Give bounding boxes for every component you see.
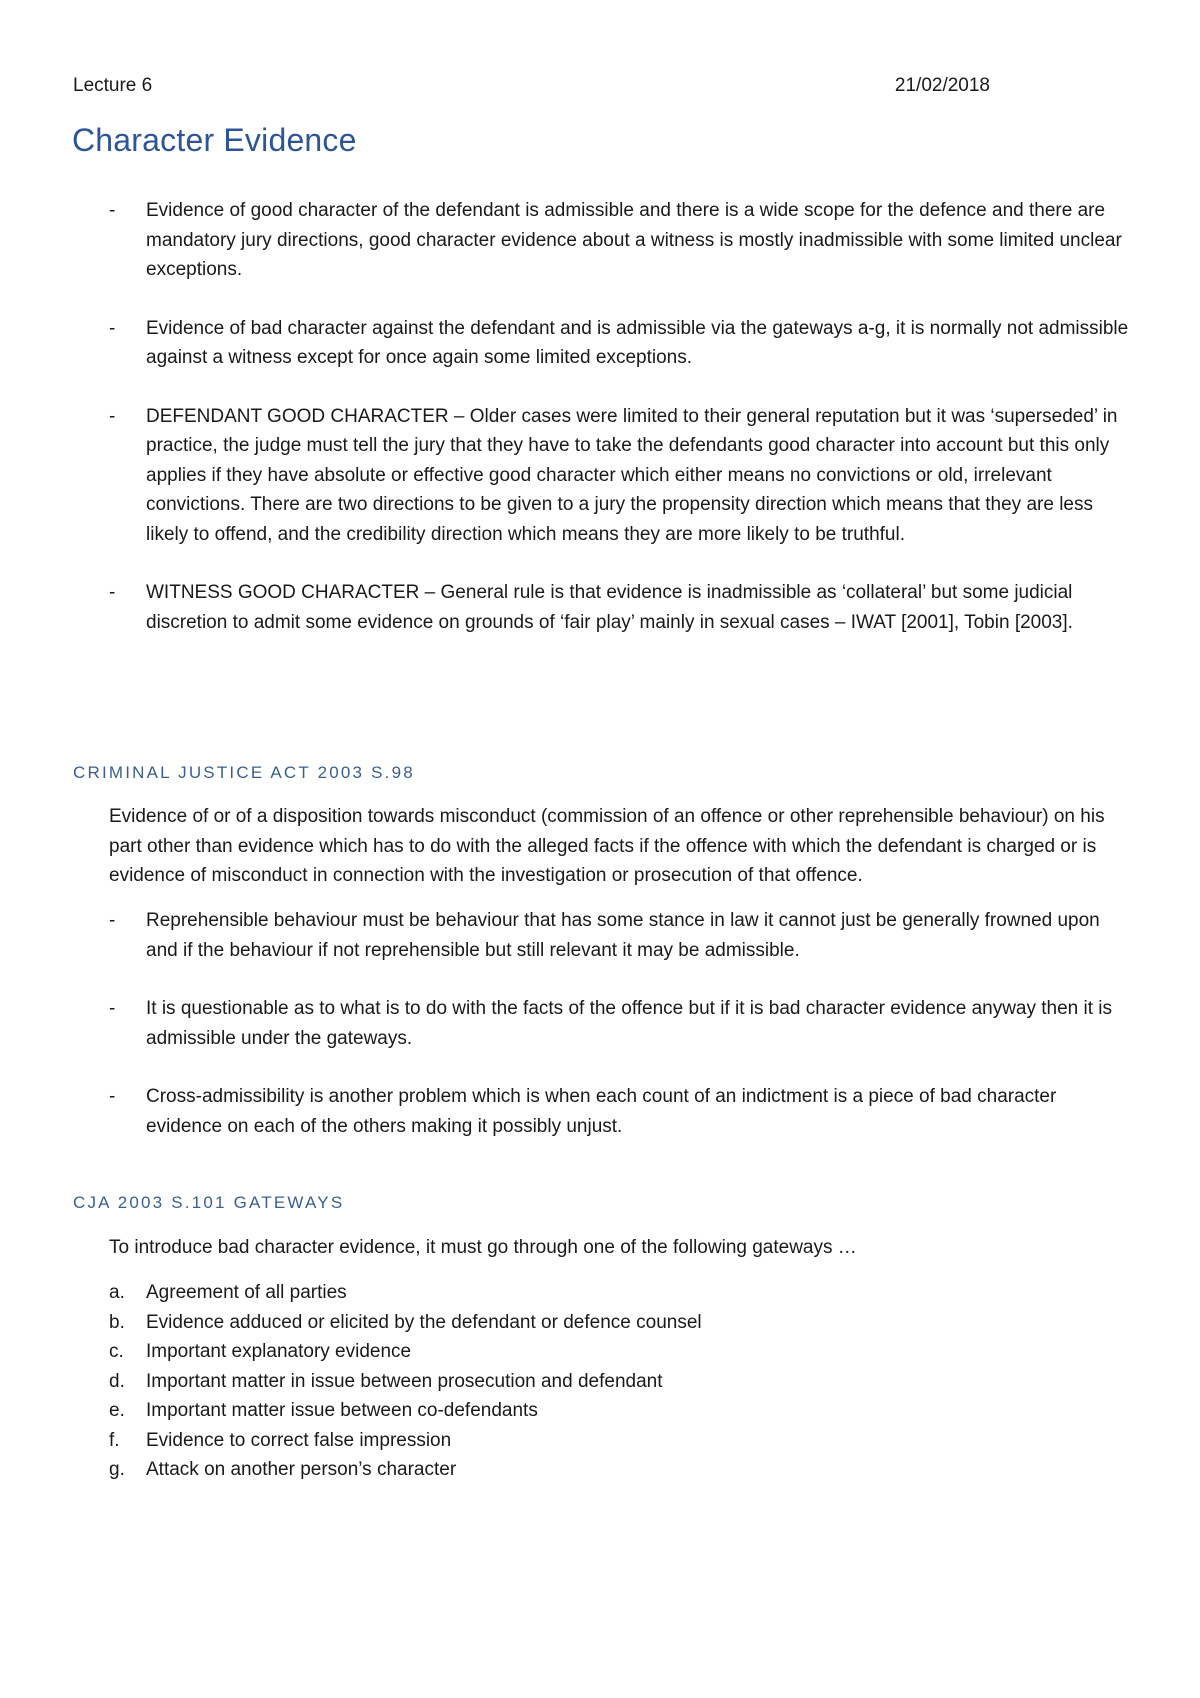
bullet-dash: - bbox=[109, 582, 116, 603]
list-item bbox=[73, 1426, 1133, 1456]
list-item bbox=[73, 1396, 1133, 1426]
list-item-letter: e. bbox=[109, 1400, 125, 1421]
bullet-dash: - bbox=[109, 317, 116, 339]
bullet-dash: - bbox=[109, 200, 116, 221]
list-item-letter: c. bbox=[109, 1341, 124, 1362]
list-item-text: Agreement of all parties bbox=[146, 1282, 347, 1303]
section-heading-gateways: CJA 2003 S.101 GATEWAYS bbox=[73, 1193, 345, 1212]
list-item-text: Important matter issue between co-defendants bbox=[146, 1400, 538, 1421]
list-item-text: Attack on another person’s character bbox=[146, 1459, 457, 1480]
section-heading-cja-s98: CRIMINAL JUSTICE ACT 2003 S.98 bbox=[73, 763, 415, 782]
list-item-text: Cross-admissibility is another problem which is when each count of an indictment is a piece of bad character evidence on each of the others making it possibly unjust. bbox=[146, 1086, 1057, 1137]
list-item bbox=[73, 1337, 1133, 1367]
lecture-date: 21/02/2018 bbox=[894, 75, 990, 96]
list-item bbox=[73, 314, 1133, 373]
list-item-text: WITNESS GOOD CHARACTER – General rule is that evidence is inadmissible as ‘collateral’ but some judicial discretion to admit some evidence on grounds of ‘fair play’ mainly in sexual cases – IWAT [2001], Tobin [2003]. bbox=[146, 582, 1073, 633]
list-item-text: Evidence to correct false impression bbox=[146, 1429, 452, 1451]
gateways-list bbox=[73, 1278, 1133, 1485]
document-title: Character Evidence bbox=[72, 122, 357, 158]
list-item-letter: f. bbox=[109, 1429, 120, 1451]
list-item bbox=[73, 196, 1133, 285]
list-item bbox=[73, 1082, 1133, 1141]
lecture-label: Lecture 6 bbox=[73, 75, 153, 96]
list-item-text: It is questionable as to what is to do with the facts of the offence but if it is bad character evidence anyway then it is admissible under the gateways. bbox=[146, 998, 1113, 1049]
list-item-letter: d. bbox=[109, 1370, 125, 1392]
list-item bbox=[73, 1308, 1133, 1338]
gateways-intro-paragraph: To introduce bad character evidence, it must go through one of the following gateways … bbox=[109, 1237, 857, 1258]
list-item-text: Important matter in issue between prosecution and defendant bbox=[146, 1370, 663, 1392]
list-item-text: Reprehensible behaviour must be behaviour that has some stance in law it cannot just be generally frowned upon and if the behaviour if not reprehensible but still relevant it may be admissible. bbox=[146, 910, 1100, 961]
bullet-dash: - bbox=[109, 405, 116, 427]
list-item bbox=[73, 906, 1133, 965]
bullet-dash: - bbox=[109, 1086, 116, 1107]
page-header bbox=[73, 74, 990, 98]
list-item-text: Evidence adduced or elicited by the defendant or defence counsel bbox=[146, 1311, 702, 1333]
intro-bullet-list bbox=[73, 196, 1133, 666]
list-item-text: Evidence of good character of the defendant is admissible and there is a wide scope for the defence and there are mandatory jury directions, good character evidence about a witness is mostly inadmissible with some limited unclear exceptions. bbox=[146, 200, 1122, 280]
list-item bbox=[73, 1278, 1133, 1308]
bullet-dash: - bbox=[109, 998, 116, 1019]
list-item-text: Important explanatory evidence bbox=[146, 1341, 412, 1362]
list-item bbox=[73, 994, 1133, 1053]
list-item bbox=[73, 578, 1133, 637]
list-item bbox=[73, 1455, 1133, 1485]
list-item-letter: g. bbox=[109, 1459, 125, 1480]
list-item-text: DEFENDANT GOOD CHARACTER – Older cases were limited to their general reputation but it was ‘superseded’ in practice, the judge must tell the jury that they have to take the defendants good character into account but this only applies if they have absolute or effective good character which either means no convictions or old, irrelevant convictions. There are two directions to be given to a jury the propensity direction which means that they are less likely to offend, and the credibility direction which means they are more likely to be truthful. bbox=[146, 405, 1118, 545]
bullet-dash: - bbox=[109, 910, 116, 931]
list-item bbox=[73, 402, 1133, 550]
list-item bbox=[73, 1367, 1133, 1397]
s98-bullet-list bbox=[73, 906, 1133, 1170]
section-paragraph: Evidence of or of a disposition towards misconduct (commission of an offence or other reprehensible behaviour) on his part other than evidence which has to do with the alleged facts if the offence with which the defendant is charged or is evidence of misconduct in connection with the investigation or prosecution of that offence. bbox=[109, 806, 1105, 886]
list-item-letter: a. bbox=[109, 1282, 125, 1303]
list-item-text: Evidence of bad character against the defendant and is admissible via the gateways a-g, it is normally not admissible against a witness except for once again some limited exceptions. bbox=[146, 317, 1129, 368]
list-item-letter: b. bbox=[109, 1311, 125, 1333]
